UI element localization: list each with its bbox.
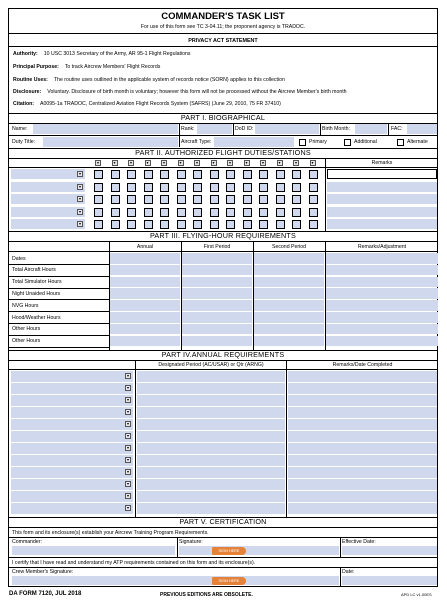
- divider: [9, 311, 109, 312]
- duty-checkbox[interactable]: [276, 195, 285, 204]
- duty-checkbox[interactable]: [292, 170, 301, 179]
- hours-field[interactable]: [110, 253, 180, 264]
- hours-field[interactable]: [254, 300, 324, 311]
- routine-text: The routine uses outlined in the applicable system of records notice (SORN) applies to this collection: [53, 77, 285, 83]
- duty-header-dropdown[interactable]: ▾: [245, 160, 248, 165]
- duty-checkbox[interactable]: [94, 220, 103, 229]
- hours-field[interactable]: [326, 277, 438, 288]
- atp-statement: This form and its enclosure(s) establish your Aircrew Training Program Requirements.: [12, 530, 209, 536]
- station-dropdown[interactable]: ▾: [78, 171, 81, 176]
- duty-checkbox[interactable]: [177, 208, 186, 217]
- duty-checkbox[interactable]: [111, 170, 120, 179]
- hours-row-label: NVG Hours: [12, 302, 39, 309]
- duty-checkbox[interactable]: [259, 170, 268, 179]
- form-version: APD LC v1.00ES: [401, 592, 432, 597]
- hours-row-label: Total Aircraft Hours: [12, 267, 56, 274]
- duty-checkbox[interactable]: [309, 170, 318, 179]
- duty-header-dropdown[interactable]: ▾: [113, 160, 116, 165]
- duty-header-dropdown[interactable]: ▾: [179, 160, 182, 165]
- duty-checkbox[interactable]: [309, 208, 318, 217]
- routine-label: Routine Uses:: [13, 77, 48, 83]
- duty-checkbox[interactable]: [193, 183, 202, 192]
- divider: [9, 251, 437, 252]
- requirement-dropdown[interactable]: ▾: [126, 397, 129, 402]
- duty-checkbox[interactable]: [276, 170, 285, 179]
- station-field[interactable]: [11, 182, 85, 192]
- requirement-field[interactable]: [11, 383, 133, 394]
- form-number: DA FORM 7120, JUL 2018: [9, 591, 82, 597]
- hours-field[interactable]: [182, 253, 252, 264]
- crew-signature-label: Crew Member's Signature:: [12, 569, 74, 575]
- station-dropdown[interactable]: ▾: [78, 183, 81, 189]
- remarks-date-field[interactable]: [288, 431, 437, 442]
- duty-checkbox[interactable]: [127, 183, 136, 192]
- purpose-text: To track Aircrew Members' Flight Records: [64, 64, 161, 70]
- name-label: Name:: [12, 126, 28, 132]
- period-field[interactable]: [137, 371, 285, 382]
- duty-checkbox[interactable]: [127, 195, 136, 204]
- duty-checkbox[interactable]: [243, 220, 252, 229]
- hours-field[interactable]: [110, 288, 180, 299]
- period-field[interactable]: [137, 407, 285, 418]
- duty-checkbox[interactable]: [193, 208, 202, 217]
- duty-header-dropdown[interactable]: ▾: [278, 160, 281, 165]
- duty-checkbox[interactable]: [144, 220, 153, 229]
- hours-field[interactable]: [254, 336, 324, 347]
- form-title: COMMANDER'S TASK LIST: [161, 11, 285, 22]
- station-field[interactable]: [11, 207, 85, 217]
- duty-checkbox[interactable]: [144, 183, 153, 192]
- duty-header-dropdown[interactable]: ▾: [261, 160, 264, 165]
- duty-checkbox[interactable]: [226, 208, 235, 217]
- duty-checkbox[interactable]: [177, 183, 186, 192]
- duty-checkbox[interactable]: [177, 195, 186, 204]
- duty-checkbox[interactable]: [210, 170, 219, 179]
- duty-header-dropdown[interactable]: ▾: [294, 160, 297, 165]
- divider: [9, 276, 109, 277]
- duty-checkbox[interactable]: [276, 183, 285, 192]
- duty-checkbox[interactable]: [177, 220, 186, 229]
- hours-field[interactable]: [326, 312, 438, 323]
- duty-checkbox[interactable]: [292, 208, 301, 217]
- divider: [320, 123, 321, 135]
- station-dropdown[interactable]: ▾: [78, 208, 81, 214]
- part1-heading: PART I. BIOGRAPHICAL: [180, 113, 266, 122]
- requirement-field[interactable]: [11, 503, 133, 514]
- aircraft-type-label: Aircraft Type:: [181, 139, 212, 145]
- requirement-field[interactable]: [11, 443, 133, 454]
- disclosure-label: Disclosure:: [13, 89, 42, 95]
- part4-heading: PART IV.ANNUAL REQUIREMENTS: [161, 350, 285, 359]
- dod-label: DoD ID:: [235, 126, 254, 132]
- annual-header: Annual: [136, 244, 154, 250]
- remarks-field[interactable]: [327, 207, 437, 217]
- period-field[interactable]: [137, 431, 285, 442]
- duty-header-dropdown[interactable]: ▾: [195, 160, 198, 165]
- duty-checkbox[interactable]: [292, 195, 301, 204]
- duty-checkbox[interactable]: [111, 220, 120, 229]
- remarks-date-header: Remarks/Date Completed: [332, 362, 393, 368]
- hours-field[interactable]: [110, 265, 180, 276]
- divider: [9, 33, 437, 34]
- divider: [177, 537, 178, 557]
- period-field[interactable]: [137, 395, 285, 406]
- duty-header-dropdown[interactable]: ▾: [162, 160, 165, 165]
- remarks-date-field[interactable]: [288, 491, 437, 502]
- duty-header-dropdown[interactable]: ▾: [228, 160, 231, 165]
- duty-checkbox[interactable]: [309, 195, 318, 204]
- hours-field[interactable]: [182, 312, 252, 323]
- remarks-date-field[interactable]: [288, 395, 437, 406]
- period-field[interactable]: [137, 467, 285, 478]
- period-field[interactable]: [137, 491, 285, 502]
- duty-checkbox[interactable]: [276, 220, 285, 229]
- period-field[interactable]: [137, 419, 285, 430]
- duty-checkbox[interactable]: [243, 170, 252, 179]
- duty-checkbox[interactable]: [226, 183, 235, 192]
- signature-label: Signature:: [179, 539, 203, 545]
- citation-row: [13, 101, 281, 107]
- period-field[interactable]: [137, 455, 285, 466]
- divider: [9, 158, 437, 159]
- divider: [9, 241, 437, 242]
- birth-month-label: Birth Month:: [322, 126, 350, 132]
- duty-header-dropdown[interactable]: ▾: [96, 160, 99, 165]
- divider: [9, 167, 437, 168]
- period-field[interactable]: [137, 383, 285, 394]
- remarks-date-field[interactable]: [288, 407, 437, 418]
- dod-id-field[interactable]: [255, 124, 319, 134]
- requirement-dropdown[interactable]: ▾: [126, 457, 129, 462]
- hours-field[interactable]: [254, 324, 324, 335]
- additional-checkbox[interactable]: [344, 139, 351, 146]
- disclosure-row: [13, 89, 347, 95]
- duty-checkbox[interactable]: [160, 183, 169, 192]
- routine-row: [13, 77, 285, 83]
- duty-checkbox[interactable]: [226, 170, 235, 179]
- duty-checkbox[interactable]: [292, 220, 301, 229]
- commander-signature-field[interactable]: [179, 546, 339, 555]
- duty-checkbox[interactable]: [193, 195, 202, 204]
- duty-checkbox[interactable]: [259, 183, 268, 192]
- remarks-field[interactable]: [327, 182, 437, 192]
- authority-label: Authority:: [13, 51, 38, 57]
- duty-checkbox[interactable]: [127, 208, 136, 217]
- station-field[interactable]: [11, 194, 85, 204]
- citation-text: A0095-1a TRADOC, Centralized Aviation Flight Records System (SAFRS) (June 29, 2010, 75 FR 37410): [40, 101, 281, 107]
- station-field[interactable]: [11, 219, 85, 229]
- hours-field[interactable]: [110, 300, 180, 311]
- purpose-row: [13, 64, 160, 70]
- divider: [286, 360, 287, 517]
- date-field[interactable]: [342, 576, 437, 585]
- hours-field[interactable]: [254, 265, 324, 276]
- second-period-header: Second Period: [271, 244, 307, 250]
- hours-field[interactable]: [326, 288, 438, 299]
- divider: [9, 537, 437, 538]
- duty-checkbox[interactable]: [144, 170, 153, 179]
- hours-field[interactable]: [182, 288, 252, 299]
- divider: [340, 567, 341, 587]
- hours-field[interactable]: [254, 312, 324, 323]
- remarks-date-field[interactable]: [288, 503, 437, 514]
- divider: [340, 537, 341, 557]
- station-dropdown[interactable]: ▾: [78, 221, 81, 226]
- divider: [9, 299, 109, 300]
- designated-period-header: Designated Period (AC/USAR) or Qtr (ARNG): [158, 362, 264, 368]
- divider: [9, 335, 109, 336]
- hours-field[interactable]: [182, 336, 252, 347]
- requirement-dropdown[interactable]: ▾: [126, 433, 129, 438]
- divider: [9, 567, 437, 568]
- primary-checkbox[interactable]: [299, 139, 306, 146]
- crew-sign-button[interactable]: SIGN HERE: [212, 577, 246, 585]
- hours-row-label: Hood/Weather Hours: [12, 314, 61, 321]
- duty-checkbox[interactable]: [193, 220, 202, 229]
- period-field[interactable]: [137, 503, 285, 514]
- requirement-dropdown[interactable]: ▾: [126, 493, 129, 498]
- duty-header-dropdown[interactable]: ▾: [311, 160, 314, 165]
- duty-checkbox[interactable]: [94, 195, 103, 204]
- duty-header-dropdown[interactable]: ▾: [129, 160, 132, 165]
- duty-checkbox[interactable]: [111, 195, 120, 204]
- remarks-date-field[interactable]: [288, 479, 437, 490]
- duty-checkbox[interactable]: [144, 208, 153, 217]
- remarks-field[interactable]: [327, 194, 437, 204]
- aircraft-type-field[interactable]: [214, 137, 294, 147]
- duty-checkbox[interactable]: [243, 208, 252, 217]
- authority-row: [13, 51, 190, 57]
- fac-label: FAC:: [391, 126, 403, 132]
- duty-checkbox[interactable]: [243, 195, 252, 204]
- requirement-field[interactable]: [11, 371, 133, 382]
- citation-label: Citation:: [13, 101, 35, 107]
- hours-field[interactable]: [254, 288, 324, 299]
- duty-checkbox[interactable]: [309, 183, 318, 192]
- part2-heading: PART II. AUTHORIZED FLIGHT DUTIES/STATIONS: [135, 148, 311, 157]
- station-dropdown[interactable]: ▾: [78, 196, 81, 201]
- duty-checkbox[interactable]: [259, 220, 268, 229]
- crew-signature-field[interactable]: [12, 576, 339, 585]
- hours-row-label: Other Hours: [12, 338, 41, 345]
- divider: [9, 347, 109, 348]
- remarks-date-field[interactable]: [288, 419, 437, 430]
- remarks-date-field[interactable]: [288, 455, 437, 466]
- period-field[interactable]: [137, 443, 285, 454]
- hours-field[interactable]: [182, 300, 252, 311]
- hours-field[interactable]: [254, 253, 324, 264]
- duty-checkbox[interactable]: [177, 170, 186, 179]
- hours-field[interactable]: [110, 277, 180, 288]
- divider: [9, 360, 437, 361]
- effective-date-field[interactable]: [342, 546, 437, 555]
- birth-month-field[interactable]: [355, 124, 387, 134]
- duty-checkbox[interactable]: [292, 183, 301, 192]
- duty-checkbox[interactable]: [309, 220, 318, 229]
- divider: [9, 527, 437, 528]
- form-page: [8, 8, 438, 587]
- divider: [388, 123, 389, 135]
- duty-checkbox[interactable]: [259, 195, 268, 204]
- duty-checkbox[interactable]: [127, 220, 136, 229]
- disclosure-text: Voluntary. Disclosure of birth month is voluntary; however this form will not be processed without the Aircrew Member's birth month: [47, 89, 347, 95]
- requirement-field[interactable]: [11, 407, 133, 418]
- form-subtitle: For use of this form see TC 3-04.11; the proponent agency is TRADOC.: [140, 24, 306, 30]
- hours-field[interactable]: [326, 336, 438, 347]
- rank-label: Rank:: [181, 126, 195, 132]
- duty-checkbox[interactable]: [144, 195, 153, 204]
- remarks-header: Remarks: [371, 160, 393, 166]
- duty-checkbox[interactable]: [259, 208, 268, 217]
- hours-field[interactable]: [326, 265, 438, 276]
- privacy-heading: PRIVACY ACT STATEMENT: [188, 38, 258, 44]
- requirement-field[interactable]: [11, 491, 133, 502]
- requirement-field[interactable]: [11, 395, 133, 406]
- authority-text: 10 USC 3013 Secretary of the Army, AR 95-1 Flight Regulations: [43, 51, 191, 57]
- duty-title-label: Duty Title:: [12, 139, 36, 145]
- requirement-dropdown[interactable]: ▾: [126, 469, 129, 474]
- divider: [9, 288, 109, 289]
- commander-label: Commander:: [12, 539, 42, 545]
- requirement-dropdown[interactable]: ▾: [126, 421, 129, 426]
- duty-checkbox[interactable]: [111, 183, 120, 192]
- date-label: Date:: [342, 569, 355, 575]
- duty-checkbox[interactable]: [210, 208, 219, 217]
- duty-checkbox[interactable]: [243, 183, 252, 192]
- requirement-dropdown[interactable]: ▾: [126, 409, 129, 414]
- purpose-label: Principal Purpose:: [13, 64, 59, 70]
- part3-heading: PART III. FLYING-HOUR REQUIREMENTS: [149, 231, 297, 240]
- duty-checkbox[interactable]: [276, 208, 285, 217]
- additional-label: Additional: [354, 139, 377, 145]
- duty-checkbox[interactable]: [160, 170, 169, 179]
- hours-field[interactable]: [326, 324, 438, 335]
- first-period-header: First Period: [203, 244, 231, 250]
- duty-checkbox[interactable]: [160, 195, 169, 204]
- remarks-adjustment-header: Remarks/Adjustment: [357, 244, 407, 250]
- duty-checkbox[interactable]: [210, 183, 219, 192]
- name-field[interactable]: [33, 124, 178, 134]
- remarks-field[interactable]: [327, 219, 437, 229]
- period-field[interactable]: [137, 479, 285, 490]
- duty-checkbox[interactable]: [210, 195, 219, 204]
- requirement-dropdown[interactable]: ▾: [126, 481, 129, 486]
- remarks-date-field[interactable]: [288, 443, 437, 454]
- requirement-dropdown[interactable]: ▾: [126, 373, 129, 378]
- divider: [9, 135, 437, 136]
- divider: [179, 123, 180, 135]
- hours-field[interactable]: [110, 312, 180, 323]
- commander-field[interactable]: [12, 546, 175, 555]
- requirement-dropdown[interactable]: ▾: [126, 385, 129, 390]
- station-field[interactable]: [11, 169, 85, 179]
- certify-statement: I certify that I have read and understand my ATP requirements contained on this form and its enclosure(s).: [12, 560, 256, 566]
- requirement-field[interactable]: [11, 467, 133, 478]
- remarks-date-field[interactable]: [288, 467, 437, 478]
- remarks-date-field[interactable]: [288, 383, 437, 394]
- hours-field[interactable]: [182, 277, 252, 288]
- divider: [179, 135, 180, 147]
- rank-field[interactable]: [197, 124, 232, 134]
- duty-checkbox[interactable]: [111, 208, 120, 217]
- duty-header-dropdown[interactable]: ▾: [212, 160, 215, 165]
- hours-field[interactable]: [110, 336, 180, 347]
- duty-checkbox[interactable]: [226, 195, 235, 204]
- duty-checkbox[interactable]: [94, 183, 103, 192]
- primary-label: Primary: [309, 139, 327, 145]
- effective-date-label: Effective Date:: [342, 539, 376, 545]
- hours-field[interactable]: [326, 300, 438, 311]
- divider: [325, 158, 326, 231]
- duty-checkbox[interactable]: [193, 170, 202, 179]
- duty-title-field[interactable]: [43, 137, 178, 147]
- duty-checkbox[interactable]: [127, 170, 136, 179]
- divider: [9, 46, 437, 47]
- fac-field[interactable]: [407, 124, 437, 134]
- alternate-label: Alternate: [407, 139, 428, 145]
- remarks-field[interactable]: [327, 169, 437, 179]
- hours-field[interactable]: [182, 324, 252, 335]
- duty-checkbox[interactable]: [160, 220, 169, 229]
- divider: [135, 360, 136, 517]
- requirement-field[interactable]: [11, 479, 133, 490]
- hours-row-label: Other Hours: [12, 326, 41, 333]
- remarks-date-field[interactable]: [288, 371, 437, 382]
- hours-row-label: Total Simulator Hours: [12, 279, 62, 286]
- duty-checkbox[interactable]: [210, 220, 219, 229]
- hours-row-label: Dates: [12, 255, 26, 262]
- requirement-field[interactable]: [11, 419, 133, 430]
- hours-row-label: Night Unaided Hours: [12, 290, 61, 297]
- divider: [9, 264, 109, 265]
- requirement-dropdown[interactable]: ▾: [126, 505, 129, 510]
- part5-heading: PART V. CERTIFICATION: [179, 517, 267, 526]
- requirement-dropdown[interactable]: ▾: [126, 445, 129, 450]
- duty-checkbox[interactable]: [160, 208, 169, 217]
- hours-field[interactable]: [326, 253, 438, 264]
- divider: [9, 323, 109, 324]
- hours-field[interactable]: [110, 324, 180, 335]
- obsolete-notice: PREVIOUS EDITIONS ARE OBSOLETE.: [160, 592, 253, 598]
- duty-checkbox[interactable]: [94, 170, 103, 179]
- commander-sign-button[interactable]: SIGN HERE: [212, 547, 246, 555]
- hours-field[interactable]: [254, 277, 324, 288]
- requirement-field[interactable]: [11, 455, 133, 466]
- hours-field[interactable]: [182, 265, 252, 276]
- duty-checkbox[interactable]: [94, 208, 103, 217]
- requirement-field[interactable]: [11, 431, 133, 442]
- divider: [9, 557, 437, 558]
- duty-checkbox[interactable]: [226, 220, 235, 229]
- duty-header-dropdown[interactable]: ▾: [146, 160, 149, 165]
- divider: [9, 369, 437, 370]
- alternate-checkbox[interactable]: [397, 139, 404, 146]
- divider: [233, 123, 234, 135]
